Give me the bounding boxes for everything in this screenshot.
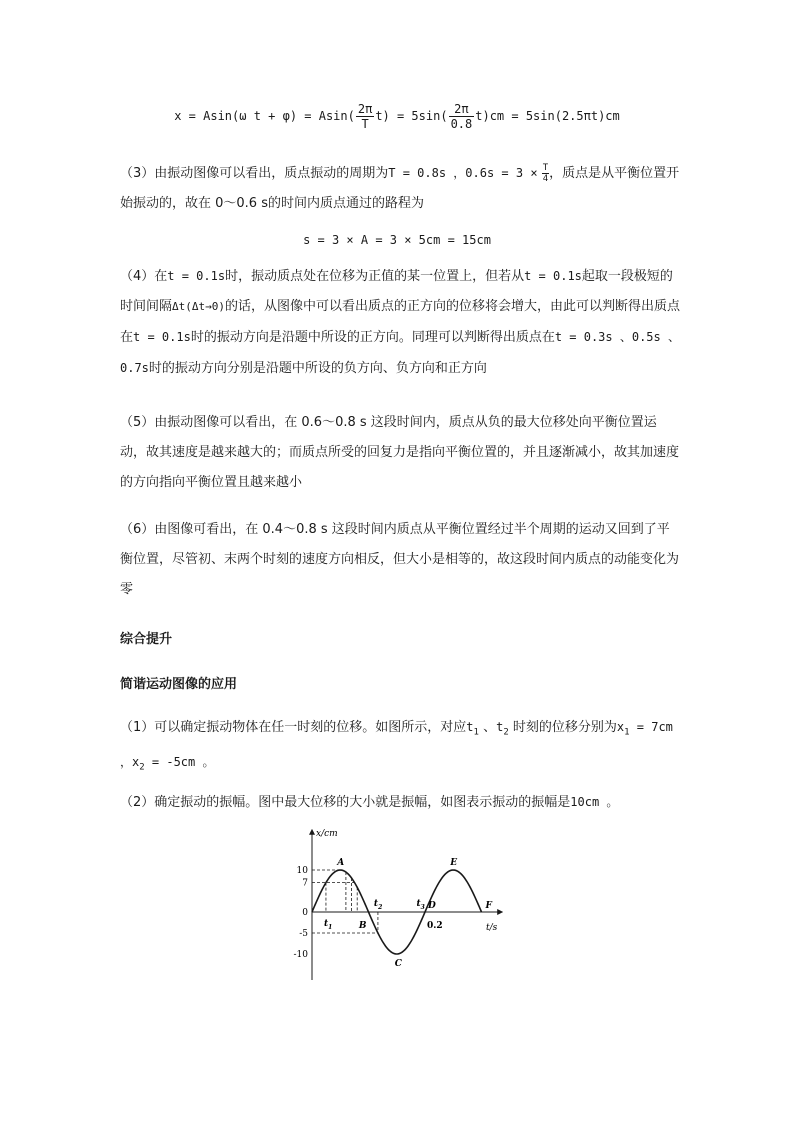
p7-text-a: （1）可以确定振动物体在任一时刻的位移。如图所示，对应 [120,720,467,735]
p7-x1 [616,720,630,738]
point-label-b: B [358,921,367,931]
p4-text-a: （4）在 [120,269,168,284]
path-equation: s = 3 × A = 3 × 5cm = 15cm [303,233,491,247]
x-symbol: x [132,755,140,770]
marker-t2-symbol: t [373,899,379,909]
p3-period-text: T = 0.8s ，0.6s = 3 × [388,166,538,180]
x-symbol: x [616,720,625,734]
marker-t3 [416,899,424,911]
subscript: 1 [473,727,479,738]
p8-text-a: （2）确定振动的振幅。图中最大位移的大小就是振幅，如图表示振动的振幅是 [120,795,571,810]
t-symbol: t [466,720,474,734]
t-symbol: t [496,720,504,734]
fraction-numerator: 2π [357,102,373,116]
p8-amplitude: 10cm 。 [570,795,619,809]
paragraph-6: （6）由图像可看出，在 0.4～0.8 s 这段时间内质点从平衡位置经过半个周期的运动又回到了平衡位置，尽管初、末两个时刻的速度方向相反，但大小是相等的，故这段时间内质点的动能变化为零 [120,522,680,597]
fraction-2pi-over-t [356,102,374,131]
fraction-denominator: T [361,117,369,131]
p7-t2 [496,720,509,738]
marker-t1-subscript: 1 [328,924,333,931]
point-label-a: A [337,858,345,868]
fraction-denominator: 0.8 [450,117,473,131]
p4-text-e: 起取一段极短的时间间隔 [120,269,673,314]
fraction-t-over-4 [542,163,549,184]
fraction-denominator: 4 [542,174,549,184]
p4-time-3: t = 0.1s [133,330,191,344]
p4-text-k: 时的振动方向分别是沿题中所设的负方向、负方向和正方向 [148,361,487,376]
formula-line [0,96,794,136]
subscript: 1 [624,727,630,738]
point-label-c: C [394,959,402,969]
point-label-f: F [485,901,492,911]
p4-text-c: 时，振动质点处在位移为正值的某一位置上，但若从 [225,269,525,284]
y-tick-label: 10 [296,866,308,876]
p4-text-g: 的话，从图像中可以看出质点的正方向的位移将会增大，由此可以判断得出质点在 [120,299,681,345]
fraction-numerator: T [542,163,549,173]
paragraph-4 [120,261,680,384]
separator: 、 [483,720,497,735]
subscript: 2 [139,762,145,773]
y-tick-label: 7 [302,878,308,889]
marker-t3-subscript: 3 [420,904,425,911]
y-tick-label: 0 [302,908,308,918]
x-tick-label: 0.2 [427,921,443,931]
p7-text-b: 时刻的位移分别为 [512,720,617,735]
paragraph-3 [120,158,680,219]
formula-part2: t) = 5sin( [375,109,448,123]
p3-text-a: （3）由振动图像可以看出，质点振动的周期为 [120,166,389,181]
formula-part3: t)cm = 5sin(2.5πt)cm [475,109,620,123]
formula-part1: x = Asin(ω t + φ) = Asin( [174,109,355,123]
p7-x2-value: = -5cm 。 [144,755,215,770]
p4-text-i: 时的振动方向是沿题中所设的正方向。同理可以判断得出质点在 [190,330,555,345]
fraction-2pi-over-period [449,102,475,131]
marker-t1 [324,919,332,931]
y-axis-label: x/cm [316,829,338,839]
p7-t1 [466,720,479,738]
y-tick-label: -5 [299,929,308,939]
marker-t2 [374,899,382,911]
p4-delta-t: Δt(Δt→0) [172,300,225,313]
p4-times-list: t = 0.3s 、0.5s 、0.7s [120,330,680,375]
p7-x1-value: = 7cm ， [120,720,673,770]
point-label-e: E [450,858,458,868]
displacement-time-graph [280,822,520,982]
section-heading-graph-application: 简谐运动图像的应用 [120,677,238,692]
paragraph-8 [120,787,680,818]
p3-text-c: ，质点是从平衡位置开始振动的，故在 0～0.6 s的时间内质点通过的路程为 [120,166,680,211]
y-tick-label: -10 [293,950,308,960]
p4-time-1: t = 0.1s [167,269,226,283]
x-axis-label: t/s [486,923,498,933]
point-label-d: D [428,901,436,911]
p4-time-2: t = 0.1s [524,269,582,283]
fraction-numerator: 2π [449,102,475,117]
section-heading-comprehensive: 综合提升 [120,632,173,647]
paragraph-7 [120,712,680,783]
subscript: 2 [503,727,509,738]
marker-t1-symbol: t [323,919,329,929]
p7-x2 [132,755,145,773]
marker-t2-subscript: 2 [378,904,383,911]
paragraph-5: （5）由振动图像可以看出，在 0.6～0.8 s 这段时间内，质点从负的最大位移处向平衡位置运动，故其速度是越来越大的；而质点所受的回复力是指向平衡位置的，并且逐渐减小，故其加速度的方向指向平衡位置且越来越小 [120,415,680,490]
marker-t3-symbol: t [416,899,421,909]
